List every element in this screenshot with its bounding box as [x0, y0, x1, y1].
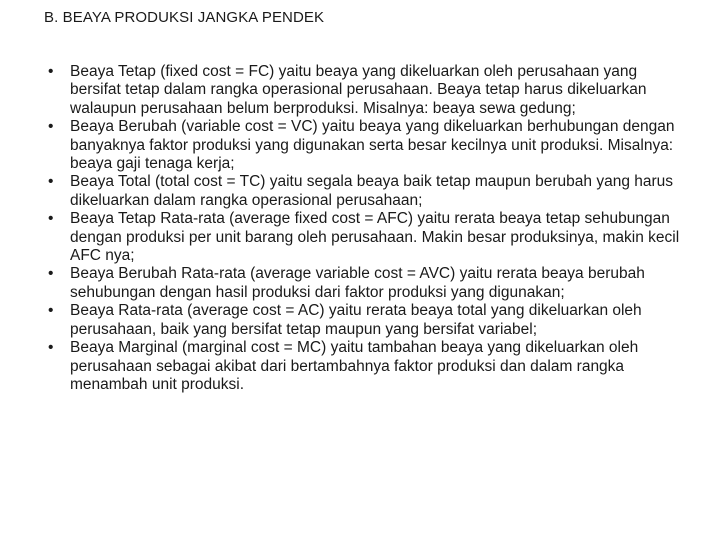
bullet-dot-icon: • — [48, 302, 54, 320]
bullet-text: Beaya Tetap (fixed cost = FC) yaitu beaya yang dikeluarkan oleh perusahaan yang bersifat tetap dalam rangka operasional perusahaan. Beaya tetap harus dikeluarkan walaupun perusahaan belum berproduksi. Misalnya: beaya sewa gedung; — [70, 63, 647, 117]
bullet-item — [48, 339, 688, 394]
bullet-item — [48, 63, 688, 118]
bullet-item — [48, 118, 688, 173]
bullet-text: Beaya Total (total cost = TC) yaitu segala beaya baik tetap maupun berubah yang harus dikeluarkan dalam rangka operasional perusahaan; — [70, 173, 674, 209]
bullet-text: Beaya Berubah (variable cost = VC) yaitu beaya yang dikeluarkan berhubungan dengan banyaknya faktor produksi yang digunakan serta besar kecilnya unit produksi. Misalnya: beaya gaji tenaga kerja; — [70, 118, 675, 173]
bullet-item — [48, 210, 688, 265]
bullet-text: Beaya Rata-rata (average cost = AC) yaitu rerata beaya total yang dikeluarkan oleh perusahaan, baik yang bersifat tetap maupun yang bersifat variabel; — [70, 302, 642, 338]
bullet-text: Beaya Berubah Rata-rata (average variable cost = AVC) yaitu rerata beaya berubah sehubungan dengan hasil produksi dari faktor produksi yang digunakan; — [70, 265, 645, 301]
bullet-dot-icon: • — [48, 339, 54, 357]
bullet-dot-icon: • — [48, 173, 54, 191]
slide-title: B. BEAYA PRODUKSI JANGKA PENDEK — [44, 9, 325, 26]
bullet-text: Beaya Marginal (marginal cost = MC) yaitu tambahan beaya yang dikeluarkan oleh perusahaan sebagai akibat dari bertambahnya faktor produksi dan dalam rangka menambah unit produksi. — [70, 339, 639, 393]
bullet-text: Beaya Tetap Rata-rata (average fixed cost = AFC) yaitu rerata beaya tetap sehubungan dengan produksi per unit barang oleh perusahaan. Makin besar produksinya, makin kecil AFC nya; — [70, 210, 680, 265]
bullet-dot-icon: • — [48, 210, 54, 228]
bullet-item — [48, 173, 688, 210]
bullet-item — [48, 302, 688, 339]
bullet-dot-icon: • — [48, 63, 54, 80]
bullet-dot-icon: • — [48, 118, 54, 136]
bullet-item — [48, 265, 688, 302]
bullet-dot-icon: • — [48, 265, 54, 283]
bullet-list — [48, 63, 688, 394]
